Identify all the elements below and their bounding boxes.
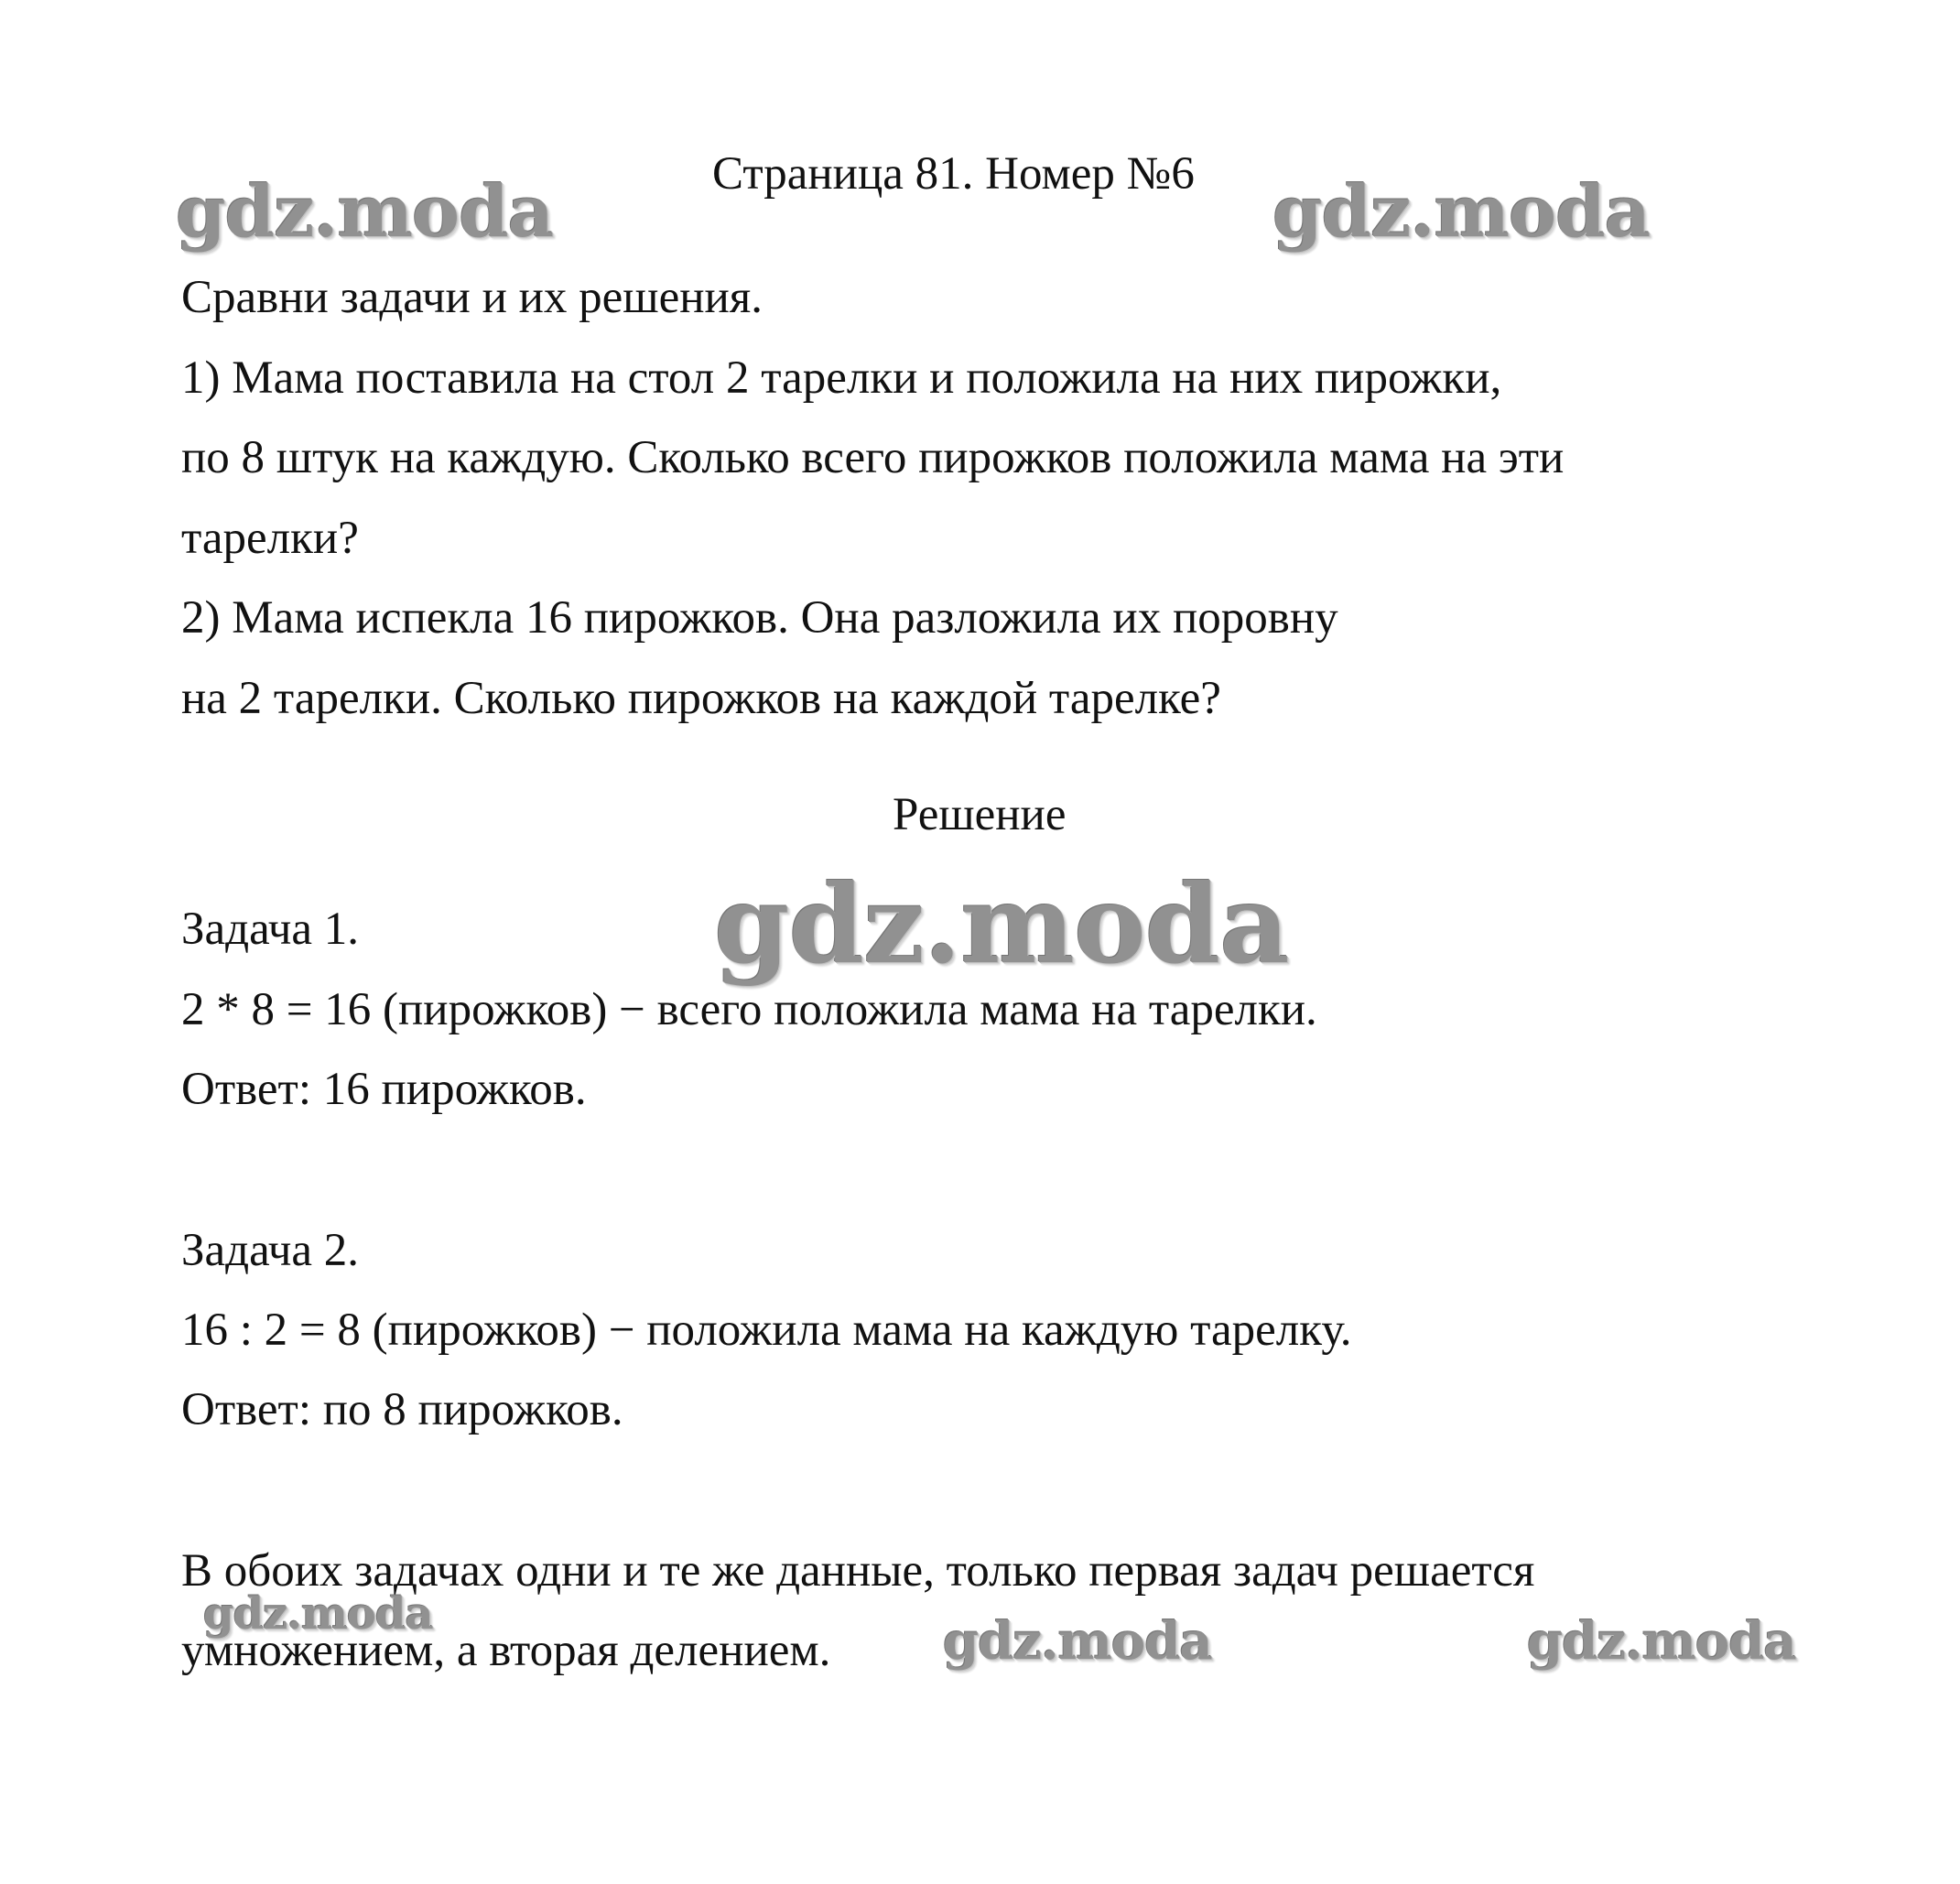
solution-heading: Решение (893, 789, 1067, 840)
watermark-logo: gdz.moda (943, 1611, 1212, 1672)
task1-label: Задача 1. (181, 904, 360, 955)
watermark-logo: gdz.moda (1527, 1611, 1796, 1672)
task-line-3: тарелки? (181, 513, 359, 564)
page-title: Страница 81. Номер №6 (712, 148, 1195, 200)
watermark-logo: gdz.moda (203, 1588, 433, 1640)
conclusion-line-1: В обоих задачах одни и те же данные, только первая задач решается (181, 1545, 1535, 1597)
task1-equation: 2 * 8 = 16 (пирожков) − всего положила мама на тарелки. (181, 984, 1317, 1035)
task2-equation: 16 : 2 = 8 (пирожков) − положила мама на каждую тарелку. (181, 1305, 1352, 1356)
task-line-2: по 8 штук на каждую. Сколько всего пирожков положила мама на эти (181, 432, 1565, 483)
watermark-logo: gdz.moda (1272, 170, 1651, 254)
watermark-logo: gdz.moda (176, 170, 554, 254)
conclusion-line-2: умножением, а вторая делением. (181, 1625, 831, 1676)
watermark-logo: gdz.moda (714, 861, 1289, 988)
task-line-5: на 2 тарелки. Сколько пирожков на каждой тарелке? (181, 673, 1221, 724)
task-line-4: 2) Мама испекла 16 пирожков. Она разложила их поровну (181, 592, 1338, 644)
task2-label: Задача 2. (181, 1225, 360, 1276)
task-intro: Сравни задачи и их решения. (181, 272, 763, 323)
task-line-1: 1) Мама поставила на стол 2 тарелки и положила на них пирожки, (181, 352, 1502, 404)
task2-answer: Ответ: по 8 пирожков. (181, 1384, 623, 1435)
task1-answer: Ответ: 16 пирожков. (181, 1064, 587, 1115)
